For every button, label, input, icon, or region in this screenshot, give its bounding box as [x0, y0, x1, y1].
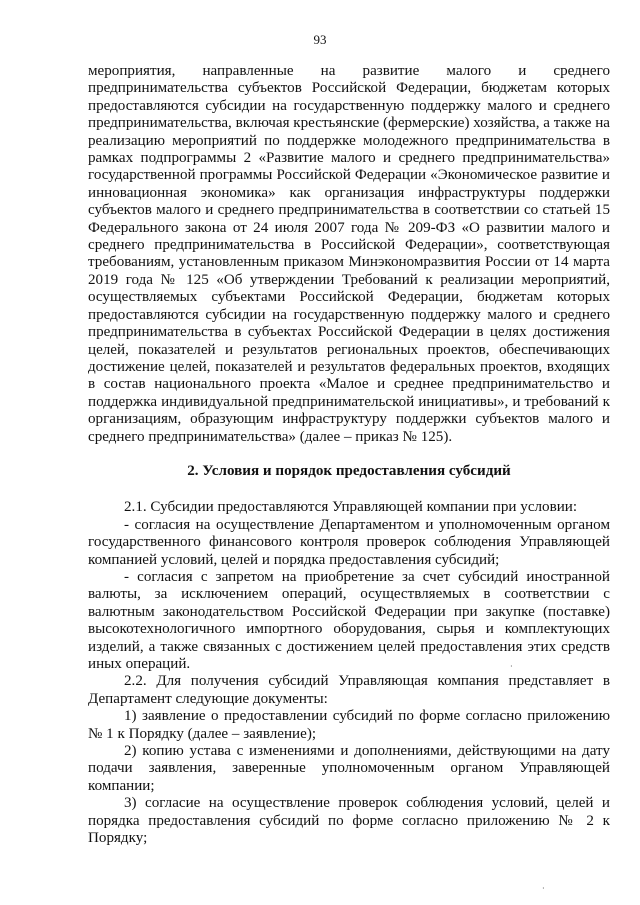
paragraph-intro: мероприятия, направленные на развитие малого и среднего предпринимательства субъектов Российской Федерации, бюджетам которых предоставляются субсидии на государственную поддержку малого и среднего предпринимательства, включая крестьянские (фермерские) хозяйства, а также на реализацию мероприятий по поддержке молодежного предпринимательства в рамках подпрограммы 2 «Развитие малого и среднего предпринимательства» государственной программы Российской Федерации «Экономическое развитие и инновационная экономика» как организация инфраструктуры поддержки субъектов малого и среднего предпринимательства в соответствии со статьей 15 Федерального закона от 24 июля 2007 года № 209-ФЗ «О развитии малого и среднего предпринимательства в Российской Федерации», соответствующая требованиям, установленным приказом Минэкономразвития России от 14 марта 2019 года № 125 «Об утверждении Требований к реализации мероприятий, осуществляемых субъектами Российской Федерации, бюджетам которых предоставляются субсидии на государственную поддержку малого и среднего предпринимательства в субъектах Российской Федерации в целях достижения целей, показателей и результатов региональных проектов, обеспечивающих достижение целей, показателей и результатов федеральных проектов, входящих в состав национального проекта «Малое и среднее предпринимательство и поддержка индивидуальной предпринимательской инициативы», и требований к организациям, образующим инфраструктуру поддержки субъектов малого и среднего предпринимательства» (далее – приказ № 125).	[88, 63, 611, 445]
page-number: 93	[313, 32, 327, 47]
paragraph-2-2-item-3: 3) согласие на осуществление проверок соблюдения условий, целей и порядка предоставления субсидий по форме согласно приложению № 2 к Порядку;	[88, 795, 610, 847]
paragraph-2-2: 2.2. Для получения субсидий Управляющая компания представляет в Департамент следующие документы:	[88, 673, 610, 707]
paragraph-2-1-b: - согласия с запретом на приобретение за счет субсидий иностранной валюты, за исключением операций, осуществляемых в соответствии с валютным законодательством Российской Федерации при закупке (поставке) высокотехнологичного импортного оборудования, сырья и комплектующих изделий, а также связанных с достижением целей предоставления этих средств иных операций.	[88, 568, 610, 672]
scan-speck: ·	[510, 662, 513, 671]
paragraph-2-1-a: - согласия на осуществление Департаментом и уполномоченным органом государственного финансового контроля проверок соблюдения Управляющей компанией условий, целей и порядка предоставления субсидий;	[88, 516, 610, 568]
scan-speck: ·	[542, 884, 545, 893]
paragraph-2-2-item-1: 1) заявление о предоставлении субсидий по форме согласно приложению № 1 к Порядку (далее – заявление);	[88, 708, 610, 742]
section-heading: 2. Условия и порядок предоставления субсидий	[187, 462, 511, 479]
paragraph-2-2-item-2: 2) копию устава с изменениями и дополнениями, действующими на дату подачи заявления, заверенные уполномоченным органом Управляющей компании;	[88, 743, 610, 794]
document-body	[88, 63, 610, 847]
paragraph-2-1: 2.1. Субсидии предоставляются Управляющей компании при условии:	[124, 499, 578, 516]
